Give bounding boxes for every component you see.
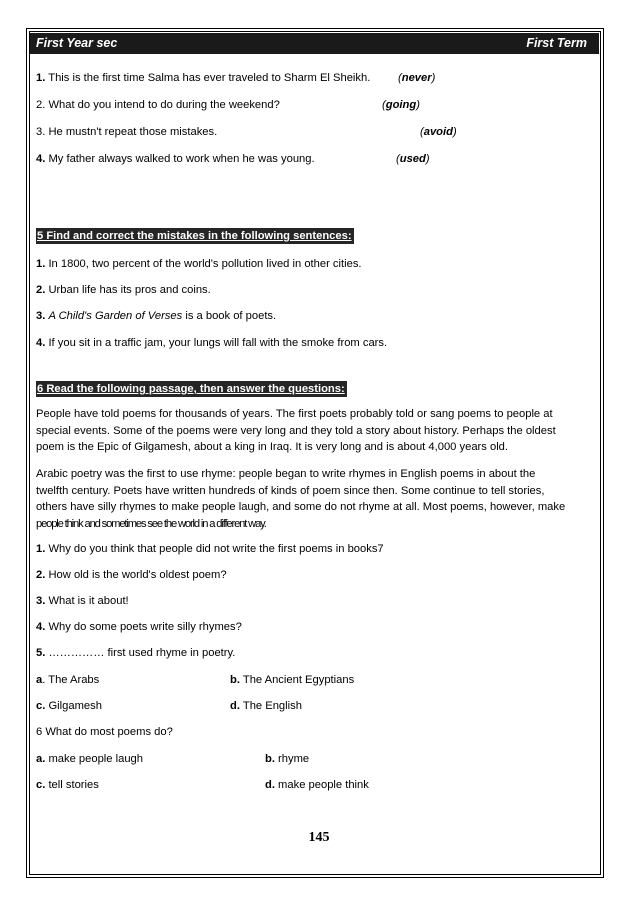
s4-item-4: 4. My father always walked to work when he was young. [36,153,315,165]
s4-hint-3: (avoid) [420,126,457,138]
passage-paragraph-1: People have told poems for thousands of years. The first poets probably told or sang poems to people at special events. Some of the poems were very long and they told a story about history. Perhaps the oldest poem is the Epic of Gilgamesh, about a king in Iraq. It is very long and is about 4,000 years old. [36,408,556,453]
header-left: First Year sec [36,36,118,50]
page-number: 145 [308,830,330,845]
question-6: 6 What do most poems do? [36,726,173,738]
s4-item-1: 1. This is the first time Salma has ever traveled to Sharm El Sheikh. [36,72,371,84]
section6-heading: 6 Read the following passage, then answer the questions: [37,383,345,395]
s4-hint-1: (never) [398,72,436,84]
q5-option-a: a. The Arabs [36,674,100,686]
section5-heading: 5 Find and correct the mistakes in the following sentences: [37,230,352,242]
q5-option-c: c. Gilgamesh [36,700,102,712]
header-right: First Term [526,36,587,50]
question-5: 5. …………… first used rhyme in poetry. [36,647,236,659]
s5-item-1: 1. In 1800, two percent of the world's pollution lived in other cities. [36,258,362,270]
passage-paragraph-2: Arabic poetry was the first to use rhyme: people began to write rhymes in English poems in about the twelfth century. Poets have written hundreds of kinds of poem since then. Some continue to tell stories, others have silly rhymes to make people laugh, and some do not rhyme at all. Most poems, however, make people think and sometimes see the world in a different way. [36,468,566,530]
page-header-bar [30,33,599,54]
s5-item-2: 2. Urban life has its pros and coins. [36,284,211,296]
q6-option-c: c. tell stories [36,779,99,791]
s4-hint-2: (going) [382,99,420,111]
q5-option-d: d. The English [230,700,302,712]
q5-option-b: b. The Ancient Egyptians [230,674,355,686]
question-2: 2. How old is the world's oldest poem? [36,569,227,581]
q6-option-a: a. make people laugh [36,753,143,765]
question-3: 3. What is it about! [36,595,129,607]
q6-option-d: d. make people think [265,779,369,791]
s5-item-4: 4. If you sit in a traffic jam, your lungs will fall with the smoke from cars. [36,337,388,349]
question-1: 1. Why do you think that people did not write the first poems in books7 [36,543,384,555]
s5-item-3: 3. A Child's Garden of Verses is a book of poets. [36,310,277,322]
s4-hint-4: (used) [396,153,430,165]
s4-item-3: 3. He mustn't repeat those mistakes. [36,126,218,138]
question-4: 4. Why do some poets write silly rhymes? [36,621,242,633]
q6-option-b: b. rhyme [265,753,310,765]
s4-item-2: 2. What do you intend to do during the weekend? [36,99,280,111]
